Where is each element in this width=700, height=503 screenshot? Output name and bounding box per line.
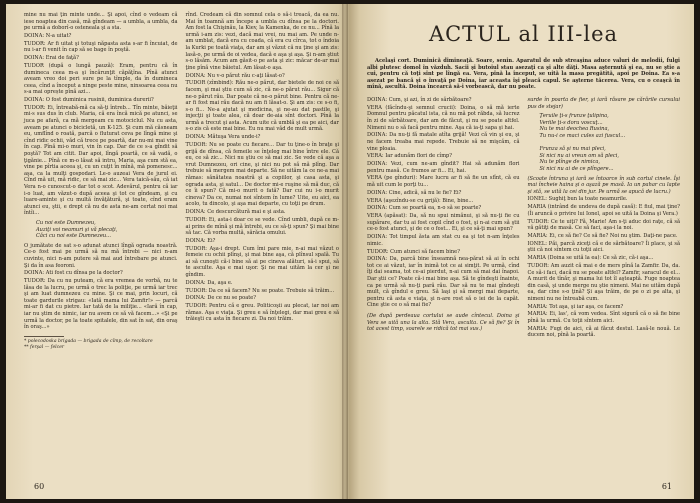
dialogue-paragraph: IONEL: Sughiţ bun la toate neamurile. — [527, 196, 628, 203]
dialogue-paragraph: DOINA: Ei? — [185, 237, 216, 244]
dialogue-paragraph: DOINA: Mătuşa Vera unde-i? — [185, 134, 261, 141]
dialogue-paragraph: O jumătate de sat s-o adunat atunci lîngă ograda noastră. Ce-o fost mai pe urmă să nu mă întrebi — nici n-am cuvinte, nici n-am putere să mai aud întrebare pe atunci. Şi da în asa feoroni. — [24, 242, 178, 269]
dialogue-paragraph: DOINA: Da, parcă bine înseamnă nea-părat să ai în ochi tot ce ai văzut, iar în inimă tot ce ai simţit. Pe urmă, cînd îţi dai seama, tot ce-ai pierdut, n-ai cum să mai dai înapoi. Dar ştii ce? Poate că-i mai bine aşa. Să te gîndeşti înainte, ca pe urmă să nu-ţi pară rău. Dar să nu te mai gîndeşti mult, că gîndul e greu. Să laşi şi să mergi mai departe, pentru că asta e viaţa, şi n-are rost să o iei de la capăt. Cine ştie ce o să mai fie? — [367, 256, 520, 309]
stage-directions-intro: Acelaşi cort. Duminică dimineaţă. Soare, senin. Aparatul de sub streaşina aduce valuri de melodii, fulgi albi plutesc domol în văzduh. Sacii şi butoiul stau asezaţi ca şi alte dăţi. Masa aşternută şi ea, nu se ştie a cui, pentru că toţi sînt pe lîngă ea. Vera, pînă la început, se uită la masa pregătită, apoi pe Doina. Ea s-a asezat pe bancă şi o învaţă pe Doina, iar aceasta îşi pleacă capul. Se aşterne tăcerea. Vera, cu o ceaşcă în mînă, ascultă. Doina încearcă să-i vorbească, dar nu poate. — [367, 58, 680, 91]
dialogue-paragraph: VERA (aşezîndu-se cu grijă): Bine, bine... — [367, 197, 474, 204]
dialogue-paragraph: MARIA: Fugi de aici, că ai făcut destul. Lasă-le nouă. Le ducem noi, pînă la poartă. — [527, 325, 680, 339]
dialogue-paragraph: TUDOR: Pentru că e greu. Politicoşii au plecat, iar noi am rămas. Aşa e viaţa. Şi greu e să înţelegi, dar mai greu e să trăieşti cu asta în fiecare zi. Da noi trăim. — [185, 303, 339, 323]
verse-line: Cu noi este Dumnezeu, — [36, 219, 96, 226]
stage-direction: (De după perdeaua cortului se aude cîntecul. Doina şi Vera se uită una la alta. Stă Vera, asculta. Ce să fie? Şi în tot acest timp, soarele se ridică tot mai sus.) — [367, 313, 520, 333]
stage-direction: (Scoate întruna şi iară se întoarce în sub cortul cinele. Îşi mai încheie haina şi o aşază pe masă. Ia un pahar cu lapte şi stă, se uită la cei din jur. Pe urmă se apucă de lucru.) — [527, 175, 680, 195]
dialogue-paragraph: TUDOR: Ei, asta-i doar ce se vede. Cînd umbli, după ce m-ai prins de mînă şi mă întrebi, eu ce să-ţi spun? Şi mai bine să tac. Că vorba multă, sărăcia omului. — [185, 216, 339, 237]
act-title: ACTUL al III-lea — [428, 22, 619, 46]
left-page-column-1 — [24, 12, 178, 350]
verse-line: Si nici nu ai vreun om să pleci, — [539, 152, 620, 159]
dialogue-paragraph: DOINA: O fost duminica rusinii, duminica durerii? — [24, 97, 154, 104]
dialogue-paragraph: DOINA: Ce descurcătură mai e şi asta. — [185, 209, 286, 216]
dialogue-paragraph: DOINA: Erai de faţă? — [24, 55, 79, 62]
dialogue-paragraph: TUDOR: Da ce să facem? Nu se poate. Trebuie să trăim... — [185, 287, 335, 294]
dialogue-paragraph: TUDOR: Ce te uiţi? Fă, Marie! Am s-ţi aduc doi raţe, că să vă gătiţi de masă. Ce să faci, aşa-i la noi. — [527, 218, 680, 232]
dialogue-paragraph: MARIA: Ei, las', că vom vedea. Sînt sigură că o să fie bine pînă la urmă. Cu toţii sîntem aici. — [527, 311, 680, 325]
verse-line: Frunza să şi nu mai pleci, — [539, 146, 606, 153]
right-page-column-2 — [528, 97, 681, 340]
dialogue-paragraph: TUDOR: Da cu nu puteam, că era vremea de vorbă, nu te lăsa de la lucru, pe urmă o trec la poliţie, pe urmă iar trec şi am luat dumnezeu cu mine. Şi ce mai, prin locuri, că toate gardurile strigau: «Iată mama lui Zamfir!» — parcă mi-ar fi dat cu pietre. Iar tată de la miliţie... «Iară în cap, iar nu ştim de nimic, iar nu avem ce să vă facem...» «Şi pe urmă la doctor, pe la toate spitalele, din sat în sat, din oraş în oraş...» — [24, 278, 178, 331]
right-page — [349, 4, 694, 499]
left-page — [6, 4, 349, 499]
open-book — [6, 4, 694, 499]
dialogue-paragraph: TUDOR: Ei, întreabă-mă ca să-ţi întreb... Tîn minte, băieţii mi-s sus dus în club. Maria, că era încă mică pe atunci, se juca pe afară, ca mă mergeam cu motociclul. Nu cu asta, aveam pe atunci o bicicletă, un K-125. Şi cum mă căsneam eu, umflînd o roată, parcă o fluturat ceva pe lîngă mine şi cînd ridic ochii, văd că trece pe poartă, dar nu-mi mai vine în cap. Pînă mi-o muri, vin în cap. Dar de ce s-a gîndit să poştă? Tot am citit. Dar apoi, lîngă poartă, ce să vadă, o ţigănie... Pînă ce m-o lăsat să intru, Maria, aşa cum stă ea, vine pe pîrtia aceea şi, cu un cuţit în mînă, mă pomenesc... aşa, ca la mulţi gospodari. Le-o auzeai Vera de jurul ei. Cînd mă uit, mă ridic, ce să mai zic... Vera taică-său, că iat Vera n-o cunoscut-o dar tot o scot. Adevărul, pentru că iar i-o luat, am văzut-o după aceea şi tot ce gîndeam, şi cu luare-aminte şi cu multă învăţătură, şi toate, cînd eram atunci eu, ştii, e drept că nu de asta ne-am certat noi mai întîi... — [24, 104, 178, 217]
dialogue-paragraph: DOINA: Da, aşa e. — [185, 279, 233, 286]
footnote: * polecodoska brigada — brigada de cîmp, de recoltare — [24, 338, 153, 344]
dialogue-paragraph: MARIA (Doina se uită la ea): Ce să zic, că-i aşa... — [527, 255, 654, 262]
dialogue-paragraph: IONEL: Păi, parcă ziceţi că e de sărbătoare? Îi place, şi să ştii că noi sîntem cu toţii aici. — [527, 240, 680, 254]
verse-line: Nu te plînge de nimica, — [539, 159, 601, 166]
left-page-column-2 — [186, 12, 340, 350]
dialogue-paragraph: TUDOR (zîmbind): Rău ne-o părut, dar bietele de noi ce să facem, şi mai ştiu cum să zic, că ne-o părut rău... Sigur că ne-o părut rău. Dar poate că ne-o părut bine. Pentru că ne-ar fi fost mai rău dacă nu am fi lăsat-o. Şi am zis: ce s-o fi, s-o fi... Ne-a ajutat şi medicina, şi ne-au dat pastile, şi injecţii şi toate alea, că doar de-aia sînt doctori. Pînă la urmă a trecut şi asta. Acum uite că umblă şi ea pe aici, dar s-o zis că este mai bine. Eu nu mai văd de mult urmă. — [185, 80, 339, 133]
dialogue-paragraph: DOINA: Tot timpul ăsta am stat cu ea şi tot n-am înţeles nimic. — [367, 234, 520, 247]
verse-line: Tu nu-i ce maci cules azi fuscul... — [539, 132, 626, 139]
verse-line: Nu te mai deochea Rusina, — [539, 126, 610, 133]
footnote-divider — [24, 336, 64, 337]
dialogue-paragraph: DOINA: De ce nu se poate? — [185, 295, 257, 302]
dialogue-paragraph: DOINA: N-a uitat? — [24, 32, 72, 39]
dialogue-paragraph: TUDOR: Ar fi uitat şi totuşi năpasta asta s-ar fi încuiat, de nu i-ar fi venit în cap să se bage în poştă. — [24, 40, 178, 54]
dialogue-paragraph: TUDOR: Am auzit că mai e de mers pînă la Zamfir. Da, da. Ce să-i faci, dacă nu se poate altfel? Zamfir, saracul de el... A murit de tînăr, şi mama lui tot îl aşteaptă. Fuge noaptea din casă, şi unde merge nu ştie nimeni. Mai ne uităm după ea, dar cine s-o ţină? Şi aşa trăim, de pe o zi pe alta, şi nimeni nu ne întreabă cum. — [527, 262, 680, 302]
verse-line: Auziţi voi neamuri şi vă plecaţi, — [36, 226, 118, 233]
dialogue-paragraph: DOINA: Nu v-o părut rău c-aţi lăsat-o? — [185, 72, 285, 79]
dialogue-paragraph: rînd. Credeam că din somnul cela o să-i treacă, da ea nu. Mai în toamnă am începe a umbla cu dînsa pe la doctori. Am fost la Chişinău, la Kiev, la Kamenka, de ce nu... Pînă la urmă i-am zis: vezi, dacă mai vrei, nu mai am. Pe unde n-am umblat, dacă era cu coada, că era cu cîrca, tot o îndoia la Kurki pe toată viaţa, dar am şi văzut că nu ţine şi am zis: lasă-o, pe urmă de oi vedea, dacă e aşa şi aşa. Şi n-am ştiut s-o lăsăm. Acum am găsit-o pe asta şi zic: măcar de-ar mai ţine pînă vine băietul. Am lăsat-o aşa. — [185, 12, 339, 71]
footnote: ** ferşal — felcer — [24, 344, 65, 350]
page-number-right: 61 — [661, 482, 672, 491]
dialogue-paragraph: TUDOR: Nu se poate cu fiecare... Dar tu ţine-o în braţe şi grijă de dînsa, că femeile se înţeleg mai bine între ele. Că eu, ce să zic... Nici nu ştiu ce să mai zic. Se vede că aşa a vrut Dumnezeu, ori cine, şi nici nu pot să mă plîng. Dar trebuie să mergem mai departe. Să ne uităm la ce ne-a mai rămas: sănătatea noastră şi a copiilor, şi casa asta, şi ograda asta, şi satul... De doctor mi-e ruşine să mă duc, că ce îi spun? Că mi-o murit o fată? Dar cui nu i-o murit cineva? Da ce, numai noi sîntem în lume? Uite, eu aici, ea acolo, tu dincolo, şi aşa mai departe, cu toţii pe drum. — [185, 142, 339, 208]
verse-line: Ţeruile ţi-s frunze ţulipina, — [539, 113, 609, 120]
verse-block — [36, 220, 178, 240]
dialogue-paragraph: DOINA: Cum se poartă ea, n-o să se poarte? — [367, 205, 482, 212]
verse-line: Căci cu noi este Dumnezeu... — [36, 233, 112, 240]
dialogue-paragraph: TUDOR: Cum atunci să facem bine? — [367, 248, 460, 255]
dialogue-paragraph: DOINA: Cine, adică, să nu le fie? Ei? — [367, 189, 462, 196]
verse-block — [540, 113, 681, 172]
stage-direction: surde în poarta de fier, şi iară răsare pe cărările cursului pus de stejar) — [527, 96, 680, 110]
verse-line: Veriile ţi-s doru voscuţ... — [539, 119, 603, 126]
right-page-column-1 — [367, 97, 520, 340]
dialogue-paragraph: MARIA: Ei, ce să fie? Ce să fie? Noi nu ştim. Daţi-ne pace. — [527, 233, 678, 239]
dialogue-paragraph: DOINA: Da nu-ţi fă matale atîta grijă! Vezi că vin şi eu, şi ne facem treaba mai repede. Trebuie să ne mişcăm, că vine ploaia. — [367, 132, 520, 152]
dialogue-paragraph: VERA: Iar adunăm flori de cîmp? — [367, 153, 453, 160]
dialogue-paragraph: mine nu mai ţin minte unde... Şi apoi, cînd o vedeam că iese noaptea din casă, mă gîndeam — a umbla, a umbla, da pe urmă a doborî-o osteneala şi a sta. — [24, 12, 178, 32]
dialogue-paragraph: VERA (apăsat): Da, să nu spui nimănui, şi să nu-ţi fie cu supărare, dar tu ai fost copil cînd o fost, şi n-ai cum să ştii ce-o fost atunci, şi de ce o fost... Ei, şi ce să-ţi mai spun? — [367, 213, 520, 233]
dialogue-paragraph: TUDOR: Aşa-i drept. Cum îmi pare mie, n-ai mai văzut o femeie cu ochii plînşi, şi mai bine aşa, că plînsul spală. Tu ai să cunoşti că-i bine să ai pe cineva alături, să-i spui, să te asculte. Aşa e mai uşor. Şi ne mai uităm la cer şi ne gîndim. — [185, 245, 339, 279]
book-spine-shadow — [342, 4, 348, 499]
dialogue-paragraph: TUDOR (după o lungă pauză): Eram, pentru că în dumineca ceea m-a şi încărunţit căpăţîna. Pînă atunci aveam vreo doi peri sure pe la tîmple, da în dumineca ceea, cînd a început a ninge peste mine, ninsoarea ceea nu s-a mai oprește pînă azi... — [24, 62, 178, 96]
dialogue-paragraph: DOINA: Ati fost cu dînsa pe la doctor? — [24, 270, 123, 277]
page-number-left: 60 — [34, 482, 45, 491]
dialogue-paragraph: MARIA (intrând de undeva de după casă): E fiul, mai ţine? (Îi aruncă o privire lui Ionel, apoi se uită la Doina şi Vera.) — [527, 204, 680, 217]
dialogue-paragraph: VERA (pe gînduri): Mare lucru ar fi să fie un sfînt, că eu mă uit cum le porţi tu... — [367, 175, 520, 189]
dialogue-paragraph: DOINA: Cum, şi azi, în zi de sărbătoare? — [367, 96, 472, 103]
dialogue-paragraph: DOINA: Vezi, cum ne-am gîndit? Hai să adunăm flori pentru masă. Ce frumos ar fi... Ei, hai. — [367, 161, 520, 174]
dialogue-paragraph: VERA (făcîndu-şi semnul crucii): Doina, o să mă ierte Domnul pentru păcatul ista, că nu mă pot răbda, să lucrez în zi de sărbătoare, dar am de făcut, şi nu se poate altfel. Nimeni nu o să facă pentru mine. Aşa că ia-ţi sapa şi hai. — [367, 104, 520, 131]
verse-line: Si nici nu ai de ce plîngere... — [539, 165, 614, 172]
dialogue-paragraph: MARIA: Tot aşa, şi iar aşa, ce facem? — [527, 303, 624, 310]
